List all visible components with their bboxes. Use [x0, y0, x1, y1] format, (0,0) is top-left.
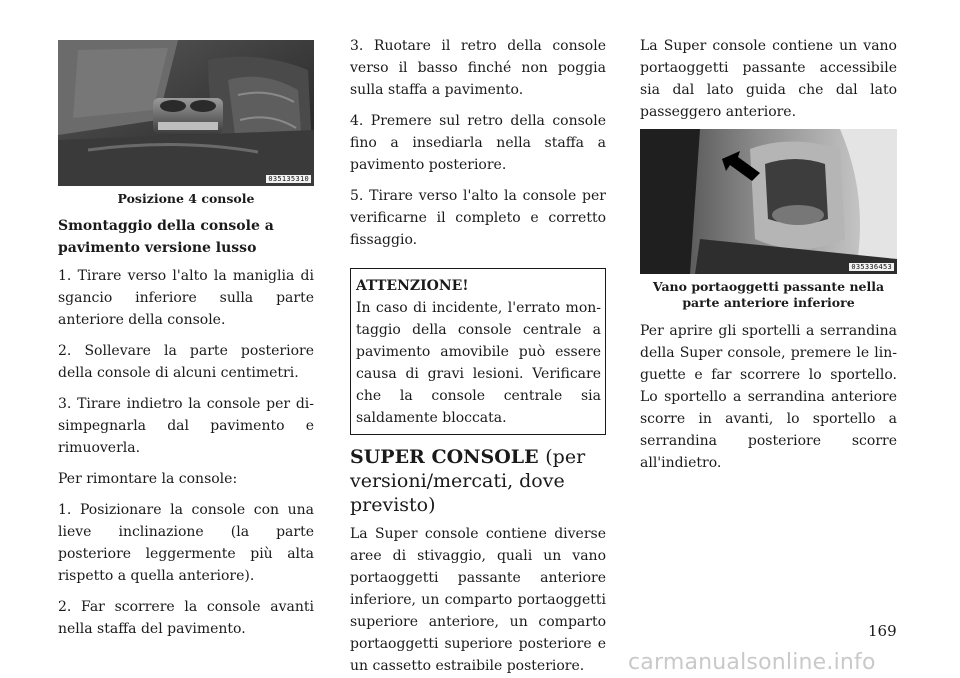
subheading-line: pavimento versione lusso: [58, 240, 257, 256]
section-text: La Super console contiene diverse aree di stivaggio, quali un vano portaoggetti passante anteriore inferiore, un comparto portaoggetti superiore anteriore, un comparto portaoggetti superiore posteriore e un cassetto estraibile posteriore.: [350, 526, 606, 674]
caption-line: Vano portaoggetti passante nella: [652, 279, 885, 294]
instructions-text: Per aprire gli sportelli a serrandina della Super console, premere le linguette e far scorrere lo sportello. Lo sportello a serrandina anteriore scorre in avanti, lo sportello a serrandina posteriore scorre all'indietro.: [640, 323, 897, 471]
warning-text: In caso di incidente, l'errato montaggio della console centrale a pavimento amovibile può essere causa di gravi lesioni. Verificare che la console centrale sia saldamente bloccata.: [356, 300, 601, 426]
step-3: 3. Ruotare il retro della console verso il basso finché non poggia sulla staffa a pavimento.: [350, 38, 606, 98]
section-heading: [350, 445, 606, 517]
figure-caption: Posizione 4 console: [117, 191, 255, 206]
removal-step-1: 1. Tirare verso l'alto la maniglia di sgancio inferiore sulla parte anteriore della console.: [58, 268, 314, 328]
console-position-photo: [58, 40, 314, 186]
reassembly-step-1: 1. Posizionare la console con una lieve inclinazione (la parte posteriore leggermente più alta rispetto a quella anteriore).: [58, 502, 314, 584]
warning-box: [350, 268, 606, 435]
step-4: 4. Premere sul retro della console fino a insediarla nella staffa a pavimento posteriore.: [350, 113, 606, 173]
column-right: [640, 35, 897, 474]
reassembly-intro: Per rimontare la console:: [58, 471, 238, 487]
passthrough-storage-photo: [640, 129, 897, 274]
section-heading-main: SUPER CONSOLE: [350, 446, 539, 468]
column-left: [58, 0, 314, 640]
reassembly-step-2: 2. Far scorrere la console avanti nella staffa del pavimento.: [58, 599, 314, 637]
page-number: 169: [868, 622, 897, 640]
warning-title: ATTENZIONE!: [356, 278, 469, 294]
intro-text: La Super console contiene un vano portaoggetti passante accessibile sia dal lato guida che dal lato passeggero anteriore.: [640, 38, 897, 120]
step-5: 5. Tirare verso l'alto la console per verificarne il completo e corretto fissaggio.: [350, 188, 606, 248]
figure-id: 035135310: [268, 175, 309, 183]
subheading-removal: [58, 215, 314, 259]
column-middle: [350, 35, 606, 677]
removal-step-2: 2. Sollevare la parte posteriore della console di alcuni centimetri.: [58, 343, 314, 381]
section-heading-qualifier: (per versioni/mercati, dove previsto): [350, 446, 586, 516]
caption-line: parte anteriore inferiore: [682, 295, 855, 310]
subheading-line: Smontaggio della console a: [58, 218, 274, 234]
figure-caption: [640, 279, 897, 311]
console-rear-seat-illustration: [58, 40, 314, 186]
watermark: carmanualsonline.info: [628, 650, 876, 675]
storage-bin-illustration: [640, 129, 897, 274]
figure-id: 035336453: [851, 263, 892, 271]
removal-step-3: 3. Tirare indietro la console per disimpegnarla dal pavimento e rimuoverla.: [58, 396, 314, 456]
